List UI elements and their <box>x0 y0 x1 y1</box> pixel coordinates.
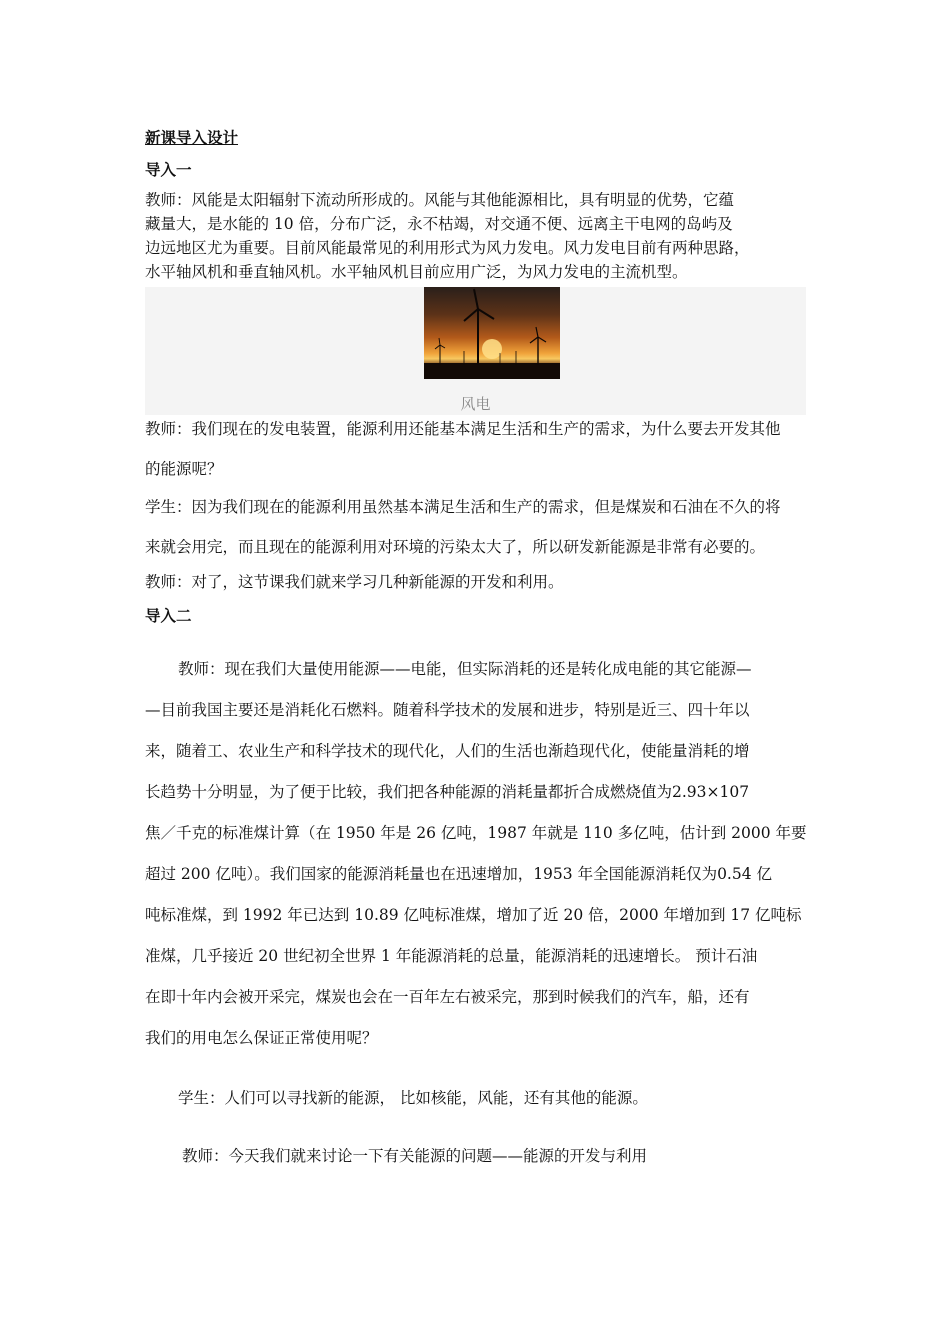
intro1-line: 边远地区尤为重要。目前风能最常见的利用形式为风力发电。风力发电目前有两种思路， <box>145 239 750 257</box>
intro2-title: 导入二 <box>145 606 192 625</box>
intro2-teacher-conclusion: 教师：今天我们就来讨论一下有关能源的问题——能源的开发与利用 <box>182 1147 648 1165</box>
intro2-line: 准煤，几乎接近 20 世纪初全世界 1 年能源消耗的总量，能源消耗的迅速增长。 预计石油 <box>145 947 758 965</box>
intro1-line: 水平轴风机和垂直轴风机。水平轴风机目前应用广泛，为风力发电的主流机型。 <box>145 263 688 281</box>
intro2-line: 长趋势十分明显，为了便于比较，我们把各种能源的消耗量都折合成燃烧值为2.93×107 <box>145 783 750 801</box>
intro1-paragraph <box>145 188 835 284</box>
figure-caption: 风电 <box>460 395 491 413</box>
intro2-line: 超过 200 亿吨）。我们国家的能源消耗量也在迅速增加，1953 年全国能源消耗仅为0.54 亿 <box>145 865 773 883</box>
intro2-line: 在即十年内会被开采完，煤炭也会在一百年左右被采完，那到时候我们的汽车，船，还有 <box>145 988 750 1006</box>
intro2-line: —目前我国主要还是消耗化石燃料。随着科学技术的发展和进步，特别是近三、四十年以 <box>145 701 750 719</box>
wind-turbine-illustration <box>424 287 560 379</box>
intro1-teacher-question-line1: 教师：我们现在的发电装置，能源利用还能基本满足生活和生产的需求，为什么要去开发其他 <box>145 420 781 438</box>
intro1-student-answer-line1: 学生：因为我们现在的能源利用虽然基本满足生活和生产的需求，但是煤炭和石油在不久的将 <box>145 498 781 516</box>
intro2-line: 吨标准煤，到 1992 年已达到 10.89 亿吨标准煤，增加了近 20 倍，2000 年增加到 17 亿吨标 <box>145 906 802 924</box>
intro1-line: 藏量大，是水能的 10 倍，分布广泛，永不枯竭，对交通不便、远离主干电网的岛屿及 <box>145 215 733 233</box>
intro1-title: 导入一 <box>145 160 192 179</box>
intro2-line: 我们的用电怎么保证正常使用呢？ <box>145 1029 378 1047</box>
intro1-teacher-conclusion: 教师：对了，这节课我们就来学习几种新能源的开发和利用。 <box>145 573 564 591</box>
intro1-student-answer-line2: 来就会用完，而且现在的能源利用对环境的污染太大了，所以研发新能源是非常有必要的。 <box>145 538 766 556</box>
intro2-line: 焦／千克的标准煤计算（在 1950 年是 26 亿吨，1987 年就是 110 多亿吨，估计到 2000 年要 <box>145 824 807 842</box>
wind-turbine-sunset-image <box>424 287 560 379</box>
intro2-line: 来，随着工、农业生产和科学技术的现代化，人们的生活也渐趋现代化，使能量消耗的增 <box>145 742 750 760</box>
intro2-line: 教师：现在我们大量使用能源——电能，但实际消耗的还是转化成电能的其它能源— <box>178 660 752 678</box>
document-heading: 新课导入设计 <box>145 128 239 147</box>
intro1-teacher-question-line2: 的能源呢？ <box>145 460 223 478</box>
wind-power-figure <box>145 287 806 415</box>
intro2-student-answer: 学生：人们可以寻找新的能源， 比如核能，风能，还有其他的能源。 <box>178 1089 648 1107</box>
intro1-line: 教师：风能是太阳辐射下流动所形成的。风能与其他能源相比，具有明显的优势，它蕴 <box>145 191 735 209</box>
